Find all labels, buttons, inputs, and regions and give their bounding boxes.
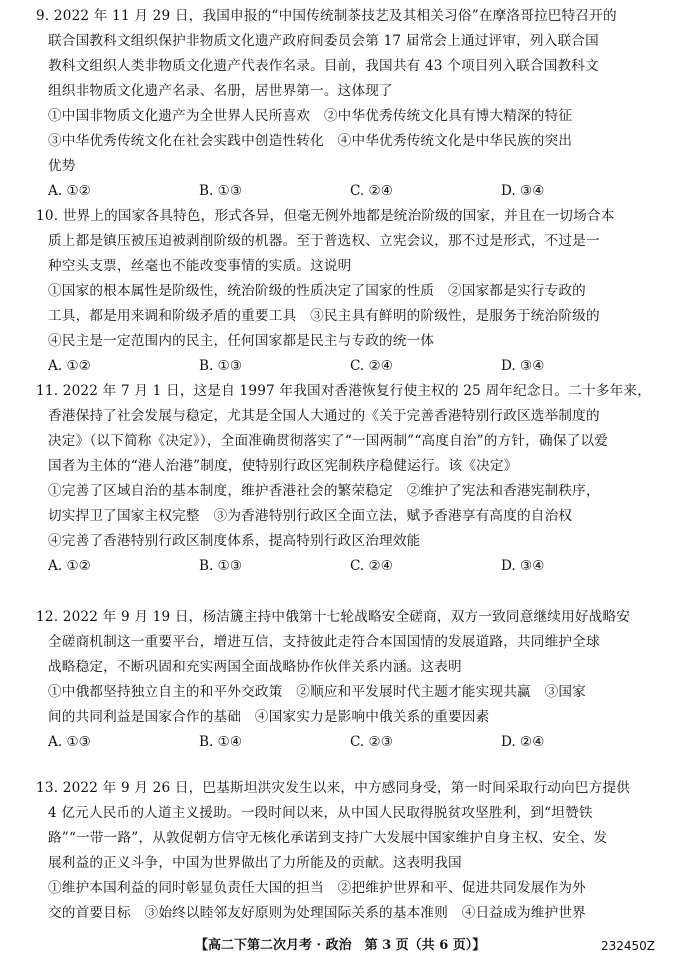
answer-options [36,179,652,204]
statement-line: ①中俄都坚持独立自主的和平外交政策 ②顺应和平发展时代主题才能实现共赢 ③国家 [48,684,586,700]
statement-line: 优势 [48,158,76,174]
question-stem: 展利益的正义斗争，中国为世界做出了力所能及的贡献。这表明我国 [48,855,462,871]
statement-line: ④完善了香港特别行政区制度体系，提高特别行政区治理效能 [48,533,421,549]
option-d: D. ③④ [501,183,545,199]
statement-line: ①国家的根本属性是阶级性，统治阶级的性质决定了国家的性质 ②国家都是实行专政的 [48,283,586,299]
question-stem: 战略稳定，不断巩固和充实两国全面战略协作伙伴关系内涵。这表明 [48,659,462,675]
page-footer [0,935,677,957]
question-stem: 全磋商机制这一重要平台，增进互信，支持彼此走符合本国国情的发展道路，共同维护全球 [48,634,600,650]
statement-line: ①维护本国利益的同时彰显负责任大国的担当 ②把维护世界和平、促进共同发展作为外 [48,880,586,896]
question-stem: 香港保持了社会发展与稳定，尤其是全国人大通过的《关于完善香港特别行政区选举制度的 [48,408,600,424]
statement-line: 切实捍卫了国家主权完整 ③为香港特别行政区全面立法，赋予香港享有高度的自治权 [48,508,573,524]
question-stem: 11. 2022 年 7 月 1 日，这是自 1997 年我国对香港恢复行使主权的 25 周年纪念日。二十多年来， [36,383,652,399]
answer-options [36,354,652,379]
option-c: C. ②③ [350,734,393,750]
option-b: B. ①③ [199,183,243,199]
option-b: B. ①④ [199,734,243,750]
statement-line: 间的共同利益是国家合作的基础 ④国家实力是影响中俄关系的重要因素 [48,709,490,725]
statement-line: 交的首要目标 ③始终以睦邻友好原则为处理国际关系的基本准则 ④日益成为维护世界 [48,905,586,921]
option-c: C. ②④ [350,358,393,374]
question-stem: 4 亿元人民币的人道主义援助。一段时间以来，从中国人民取得脱贫攻坚胜利，到“坦赞铁 [48,805,593,821]
footer-page-info: 【高二下第二次月考 · 政治 第 3 页（共 6 页）】 [195,938,486,953]
option-a: A. ①② [48,358,91,374]
option-c: C. ②④ [350,183,393,199]
statement-line: ①中国非物质文化遗产为全世界人民所喜欢 ②中华优秀传统文化具有博大精深的特征 [48,108,573,124]
question-stem: 教科文组织人类非物质文化遗产代表作名录。目前，我国共有 43 个项目列入联合国教科文 [48,58,599,74]
question-13 [36,776,652,926]
statement-line: ①完善了区域自治的基本制度，维护香港社会的繁荣稳定 ②维护了宪法和香港宪制秩序， [48,483,600,499]
question-stem: 质上都是镇压被压迫被剥削阶级的机器。至于普选权、立宪会议，那不过是形式，不过是一 [48,233,600,249]
option-d: D. ③④ [501,358,545,374]
question-stem: 10. 世界上的国家各具特色，形式各异，但毫无例外地都是统治阶级的国家，并且在一切场合本 [36,208,615,224]
question-12 [36,605,652,755]
answer-options [36,554,652,579]
question-stem: 组织非物质文化遗产名录、名册，居世界第一。这体现了 [48,83,393,99]
question-11 [36,379,652,579]
statement-line: ③中华优秀传统文化在社会实践中创造性转化 ④中华优秀传统文化是中华民族的突出 [48,133,573,149]
option-b: B. ①③ [199,358,243,374]
footer-code: 232450Z [600,939,655,953]
question-stem: 9. 2022 年 11 月 29 日，我国申报的“中国传统制茶技艺及其相关习俗”在摩洛哥拉巴特召开的 [36,8,617,24]
option-a: A. ①② [48,558,91,574]
question-stem: 13. 2022 年 9 月 26 日，巴基斯坦洪灾发生以来，中方感同身受，第一时间采取行动向巴方提供 [36,780,631,796]
option-a: A. ①② [48,183,91,199]
option-b: B. ①③ [199,558,243,574]
option-a: A. ①③ [48,734,91,750]
answer-options [36,730,652,755]
question-stem: 种空头支票，丝毫也不能改变事情的实质。这说明 [48,258,352,274]
question-9 [36,4,652,204]
question-stem: 路”“一带一路”，从敦促朝方信守无核化承诺到支持广大发展中国家维护自身主权、安全、发 [48,830,608,846]
question-stem: 联合国教科文组织保护非物质文化遗产政府间委员会第 17 届常会上通过评审，列入联合国 [48,33,599,49]
question-stem: 12. 2022 年 9 月 19 日，杨洁篪主持中俄第十七轮战略安全磋商，双方一致同意继续用好战略安 [36,609,631,625]
question-stem: 决定》（以下简称《决定》），全面准确贯彻落实了“一国两制”“高度自治”的方针，确保了以爱 [48,433,608,449]
option-d: D. ③④ [501,558,545,574]
statement-line: ④民主是一定范围内的民主，任何国家都是民主与专政的统一体 [48,333,435,349]
question-10 [36,204,652,379]
statement-line: 工具，都是用来调和阶级矛盾的重要工具 ③民主具有鲜明的阶级性，是服务于统治阶级的 [48,308,600,324]
question-stem: 国者为主体的“港人治港”制度，使特别行政区宪制秩序稳健运行。该《决定》 [48,458,518,474]
option-d: D. ②④ [501,734,545,750]
option-c: C. ②④ [350,558,393,574]
